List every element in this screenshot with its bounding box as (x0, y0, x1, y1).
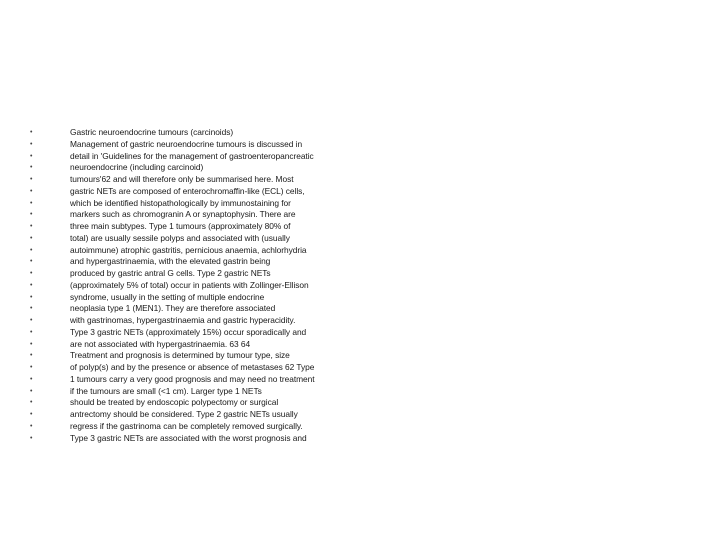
bullet-text: gastric NETs are composed of enterochromaffin-like (ECL) cells, (70, 185, 305, 196)
bullet-list (30, 127, 360, 444)
bullet-dot-icon: • (30, 246, 33, 254)
bullet-text: produced by gastric antral G cells. Type 2 gastric NETs (70, 268, 271, 278)
bullet-line (30, 256, 360, 268)
bullet-text: three main subtypes. Type 1 tumours (approximately 80% of (70, 221, 291, 231)
bullet-text: Management of gastric neuroendocrine tumours is discussed in (70, 138, 303, 149)
bullet-text: with gastrinomas, hypergastrinaemia and gastric hyperacidity. (70, 315, 296, 325)
bullet-dot-icon: • (30, 317, 33, 324)
bullet-text: if the tumours are small (<1 cm). Larger type 1 NETs (70, 385, 262, 396)
bullet-dot-icon: • (30, 328, 33, 336)
bullet-line (30, 362, 360, 374)
bullet-dot-icon: • (30, 387, 33, 395)
bullet-dot-icon: • (30, 270, 33, 277)
bullet-line (30, 209, 360, 221)
bullet-text: syndrome, usually in the setting of multiple endocrine (70, 291, 265, 302)
bullet-line (30, 127, 360, 139)
bullet-dot-icon: • (30, 152, 33, 160)
bullet-dot-icon: • (30, 211, 33, 219)
bullet-text: Type 3 gastric NETs are associated with the worst prognosis and (70, 432, 307, 443)
bullet-dot-icon: • (30, 281, 33, 289)
bullet-line (30, 339, 360, 351)
bullet-dot-icon: • (30, 352, 33, 360)
bullet-line (30, 198, 360, 210)
bullet-dot-icon: • (30, 340, 33, 348)
bullet-dot-icon: • (30, 399, 33, 407)
bullet-line (30, 374, 360, 386)
bullet-text: which be identified histopathologically by immunostaining for (70, 197, 291, 208)
bullet-text: detail in 'Guidelines for the management of gastroenteropancreatic (70, 150, 314, 161)
bullet-text: Gastric neuroendocrine tumours (carcinoids) (70, 127, 234, 137)
bullet-line (30, 162, 360, 174)
bullet-dot-icon: • (30, 129, 33, 136)
bullet-line (30, 151, 360, 163)
bullet-dot-icon: • (30, 187, 33, 195)
bullet-dot-icon: • (30, 434, 33, 442)
bullet-dot-icon: • (30, 422, 33, 430)
bullet-line (30, 292, 360, 304)
bullet-dot-icon: • (30, 364, 33, 371)
bullet-dot-icon: • (30, 258, 33, 266)
bullet-line (30, 397, 360, 409)
bullet-dot-icon: • (30, 176, 33, 183)
bullet-line (30, 174, 360, 186)
bullet-text: Treatment and prognosis is determined by tumour type, size (70, 350, 290, 361)
bullet-line (30, 303, 360, 315)
bullet-dot-icon: • (30, 305, 33, 313)
bullet-dot-icon: • (30, 140, 33, 148)
bullet-line (30, 421, 360, 433)
bullet-dot-icon: • (30, 375, 33, 383)
bullet-line (30, 233, 360, 245)
bullet-line (30, 315, 360, 327)
bullet-text: neuroendocrine (including carcinoid) (70, 162, 204, 173)
bullet-line (30, 350, 360, 362)
bullet-text: of polyp(s) and by the presence or absence of metastases 62 Type (70, 362, 315, 372)
bullet-text: (approximately 5% of total) occur in patients with Zollinger-Ellison (70, 279, 309, 290)
bullet-text: markers such as chromogranin A or synaptophysin. There are (70, 209, 296, 220)
bullet-dot-icon: • (30, 234, 33, 242)
bullet-line (30, 245, 360, 257)
bullet-text: should be treated by endoscopic polypectomy or surgical (70, 397, 279, 408)
bullet-text: 1 tumours carry a very good prognosis and may need no treatment (70, 373, 315, 384)
bullet-dot-icon: • (30, 223, 33, 230)
bullet-line (30, 327, 360, 339)
bullet-text: neoplasia type 1 (MEN1). They are therefore associated (70, 303, 276, 314)
bullet-line (30, 186, 360, 198)
bullet-text: tumours'62 and will therefore only be summarised here. Most (70, 174, 294, 184)
bullet-dot-icon: • (30, 411, 33, 418)
bullet-dot-icon: • (30, 199, 33, 207)
bullet-line (30, 386, 360, 398)
bullet-text: Type 3 gastric NETs (approximately 15%) occur sporadically and (70, 326, 307, 337)
bullet-line (30, 280, 360, 292)
bullet-dot-icon: • (30, 164, 33, 172)
bullet-line (30, 139, 360, 151)
bullet-text: are not associated with hypergastrinaemia. 63 64 (70, 338, 251, 349)
bullet-line (30, 433, 360, 445)
bullet-text: total) are usually sessile polyps and associated with (usually (70, 232, 290, 243)
bullet-line (30, 268, 360, 280)
bullet-line (30, 409, 360, 421)
bullet-dot-icon: • (30, 293, 33, 301)
bullet-text: antrectomy should be considered. Type 2 gastric NETs usually (70, 409, 298, 419)
bullet-text: and hypergastrinaemia, with the elevated gastrin being (70, 256, 271, 267)
bullet-text: autoimmune) atrophic gastritis, pernicious anaemia, achlorhydria (70, 244, 307, 255)
bullet-line (30, 221, 360, 233)
bullet-text: regress if the gastrinoma can be completely removed surgically. (70, 420, 303, 431)
